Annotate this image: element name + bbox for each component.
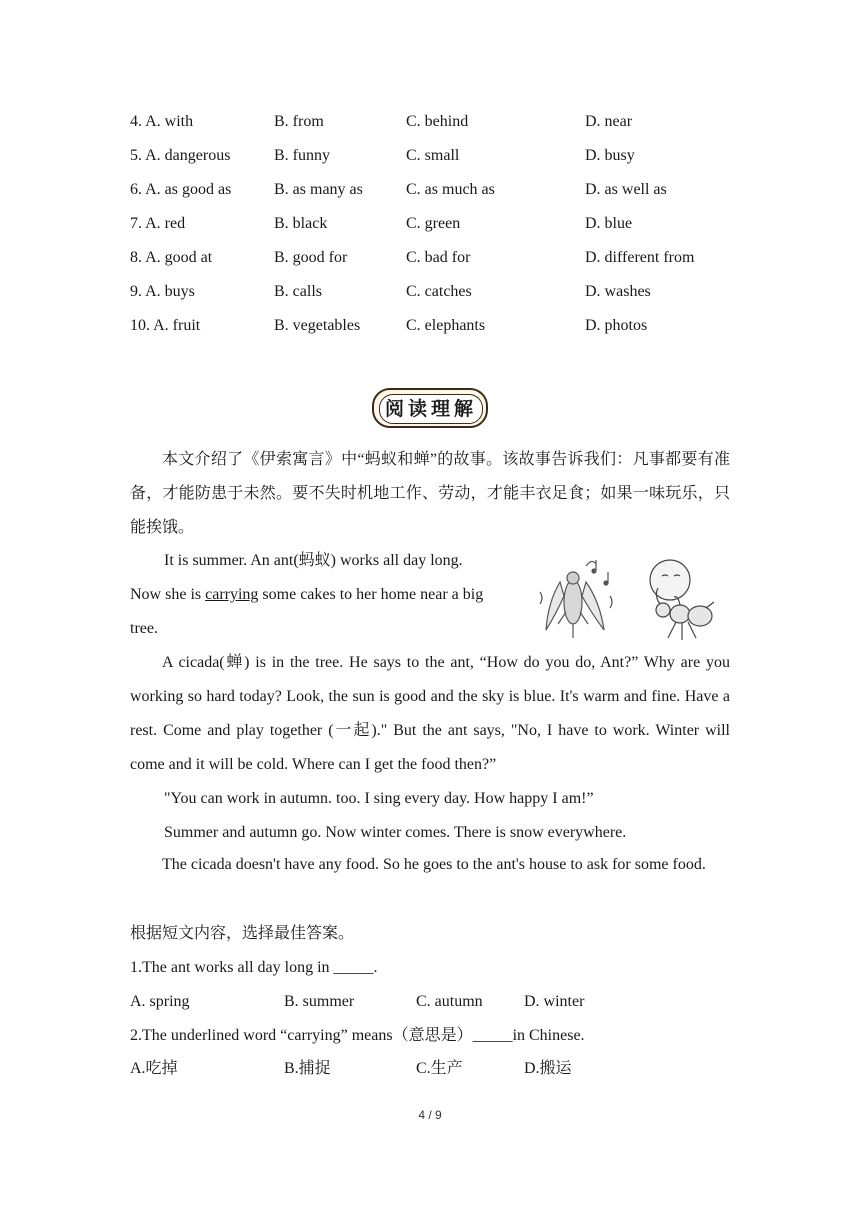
option-c: C. catches	[406, 283, 472, 300]
option-a: 7. A. red	[130, 215, 186, 232]
story-p1-line3: tree.	[130, 620, 158, 637]
story-p1-line1: It is summer. An ant(蚂蚁) works all day long.	[164, 552, 463, 569]
option-c: C. behind	[406, 113, 469, 130]
option-b: B. from	[274, 113, 324, 130]
story-text: some cakes to her home near a big	[258, 586, 484, 603]
option-c: C. small	[406, 147, 460, 164]
question-1: 1.The ant works all day long in _____.	[130, 959, 378, 976]
choice-c: C.生产	[416, 1060, 463, 1077]
intro-paragraph: 本文介绍了《伊索寓言》中“蚂蚁和蝉”的故事。该故事告诉我们：凡事都要有准备，才能防患于未然。要不失时机地工作、劳动，才能丰衣足食；如果一味玩乐，只能挨饿。	[130, 451, 730, 536]
option-d: D. washes	[585, 283, 651, 300]
banner-frame	[372, 388, 488, 428]
option-b: B. vegetables	[274, 317, 361, 334]
choice-b: B.捕捉	[284, 1060, 331, 1077]
instruction: 根据短文内容，选择最佳答案。	[130, 925, 355, 942]
question-2: 2.The underlined word “carrying” means（意思是）_____in Chinese.	[130, 1027, 585, 1044]
option-a: 5. A. dangerous	[130, 147, 231, 164]
choice-a: A. spring	[130, 993, 190, 1010]
story-paragraph-3: "You can work in autumn. too. I sing every day. How happy I am!”	[164, 790, 594, 807]
story-text: Now she is	[130, 586, 206, 603]
option-c: C. bad for	[406, 249, 471, 266]
story-paragraph-2: A cicada(蝉) is in the tree. He says to the ant, “How do you do, Ant?” Why are you working so hard today? Look, the sun is good and the sky is blue. It's warm and fine. Have a rest. Come and play together (一起)." But the ant says, "No, I have to work. Winter will come and it will be cold. Where can I get the food then?”	[130, 654, 730, 773]
option-c: C. elephants	[406, 317, 486, 334]
option-b: B. black	[274, 215, 328, 232]
cicada-drawing	[540, 560, 612, 638]
option-d: D. photos	[585, 317, 648, 334]
option-c: C. as much as	[406, 181, 495, 198]
option-d: D. as well as	[585, 181, 667, 198]
section-title-banner	[372, 388, 488, 428]
page-number: 4 / 9	[418, 1108, 442, 1122]
choice-c: C. autumn	[416, 993, 483, 1010]
story-paragraph-4: Summer and autumn go. Now winter comes. There is snow everywhere.	[164, 824, 627, 841]
story-p1-line2	[130, 582, 483, 608]
option-d: D. different from	[585, 249, 695, 266]
option-a: 9. A. buys	[130, 283, 195, 300]
option-a: 4. A. with	[130, 113, 194, 130]
option-b: B. calls	[274, 283, 322, 300]
story-paragraph-5: The cicada doesn't have any food. So he goes to the ant's house to ask for some food.	[162, 856, 706, 873]
option-b: B. good for	[274, 249, 348, 266]
choice-d: D.搬运	[524, 1060, 572, 1077]
option-a: 6. A. as good as	[130, 181, 232, 198]
cicada-and-ant-illustration	[530, 552, 730, 644]
option-d: D. blue	[585, 215, 633, 232]
section-title: 阅读理解	[379, 394, 483, 424]
option-b: B. as many as	[274, 181, 363, 198]
option-d: D. near	[585, 113, 633, 130]
underlined-word: carrying	[205, 586, 259, 603]
option-a: 10. A. fruit	[130, 317, 201, 334]
choice-a: A.吃掉	[130, 1060, 178, 1077]
option-a: 8. A. good at	[130, 249, 213, 266]
choice-b: B. summer	[284, 993, 355, 1010]
option-d: D. busy	[585, 147, 635, 164]
option-b: B. funny	[274, 147, 330, 164]
ant-drawing	[650, 560, 714, 640]
option-c: C. green	[406, 215, 461, 232]
choice-d: D. winter	[524, 993, 585, 1010]
